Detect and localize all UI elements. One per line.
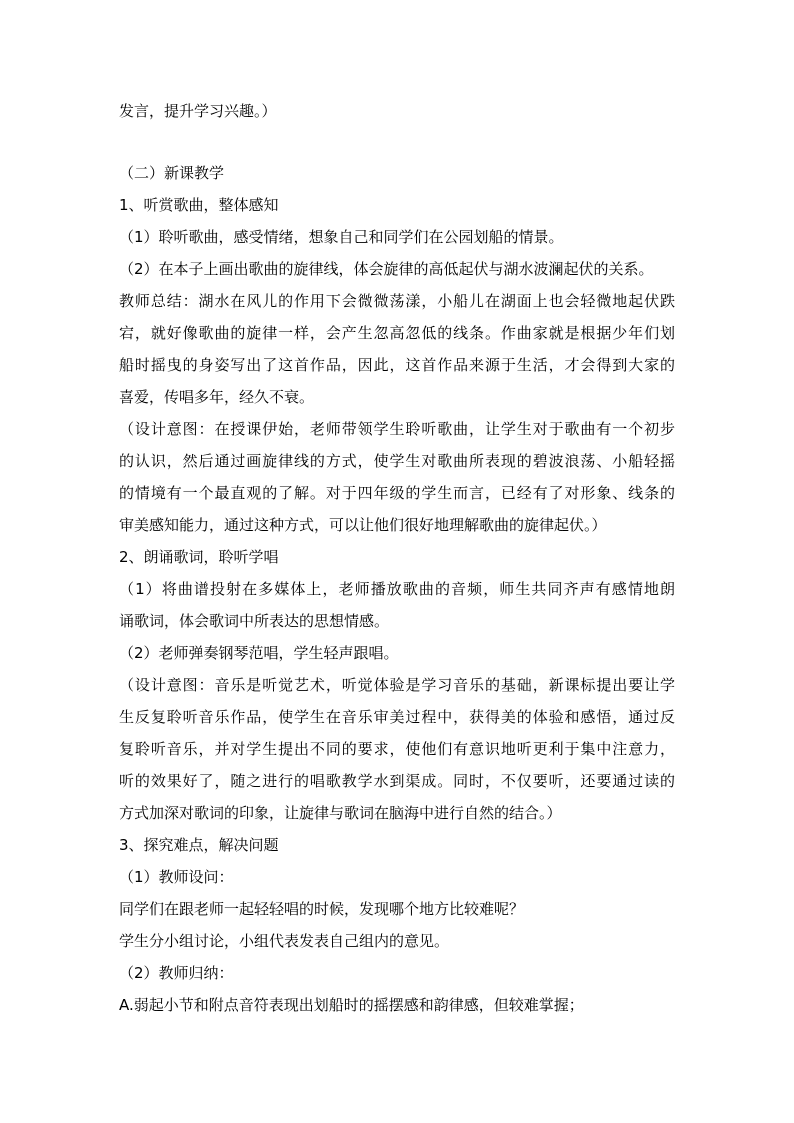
text-line: 喜爱，传唱多年，经久不衰。: [119, 388, 315, 406]
text-line: 发言，提升学习兴趣。）: [119, 102, 277, 120]
text-line: （2）在本子上画出歌曲的旋律线，体会旋律的高低起伏与湖水波澜起伏的关系。: [119, 260, 654, 278]
text-line: （1）聆听歌曲，感受情绪，想象自己和同学们在公园划船的情景。: [119, 228, 564, 246]
text-line: 审美感知能力，通过这种方式，可以让他们很好地理解歌曲的旋律起伏。）: [119, 516, 607, 534]
text-line: 的认识，然后通过画旋律线的方式，使学生对歌曲所表现的碧波浪荡、小船轻摇: [119, 452, 675, 470]
text-line: （2）老师弹奏钢琴范唱，学生轻声跟唱。: [119, 644, 399, 662]
text-line: 诵歌词，体会歌词中所表达的思想情感。: [119, 612, 390, 630]
text-line: 教师总结：湖水在风儿的作用下会微微荡漾，小船儿在湖面上也会轻微地起伏跌: [119, 292, 675, 310]
text-line: 复聆听音乐，并对学生提出不同的要求，使他们有意识地听更利于集中注意力，: [119, 740, 675, 758]
text-line: 学生分小组讨论，小组代表发表自己组内的意见。: [119, 932, 450, 950]
subsection-heading: 1、听赏歌曲，整体感知: [119, 196, 279, 214]
text-line: （1）教师设问：: [119, 868, 234, 886]
text-line: （设计意图：在授课伊始，老师带领学生聆听歌曲，让学生对于歌曲有一个初步: [119, 420, 675, 438]
text-line: 的情境有一个最直观的了解。对于四年级的学生而言，已经有了对形象、线条的: [119, 484, 675, 502]
text-line: 方式加深对歌词的印象，让旋律与歌词在脑海中进行自然的结合。）: [119, 804, 562, 822]
text-line: （2）教师归纳：: [119, 964, 234, 982]
subsection-heading: 2、朗诵歌词，聆听学唱: [119, 548, 279, 566]
text-line: 船时摇曳的身姿写出了这首作品，因此，这首作品来源于生活，才会得到大家的: [119, 356, 675, 374]
text-line: （1）将曲谱投射在多媒体上，老师播放歌曲的音频，师生共同齐声有感情地朗: [119, 580, 675, 598]
subsection-heading: 3、探究难点，解决问题: [119, 836, 279, 854]
text-line: 宕，就好像歌曲的旋律一样，会产生忽高忽低的线条。作曲家就是根据少年们划: [119, 324, 675, 342]
text-line: 听的效果好了，随之进行的唱歌教学水到渠成。同时，不仅要听，还要通过读的: [119, 772, 675, 790]
text-line: 生反复聆听音乐作品，使学生在音乐审美过程中，获得美的体验和感悟，通过反: [119, 708, 675, 726]
text-line: A.弱起小节和附点音符表现出划船时的摇摆感和韵律感，但较难掌握；: [119, 996, 584, 1014]
text-line: （设计意图：音乐是听觉艺术，听觉体验是学习音乐的基础，新课标提出要让学: [119, 676, 675, 694]
section-heading: （二）新课教学: [119, 164, 225, 182]
text-line: 同学们在跟老师一起轻轻唱的时候，发现哪个地方比较难呢？: [119, 900, 525, 918]
